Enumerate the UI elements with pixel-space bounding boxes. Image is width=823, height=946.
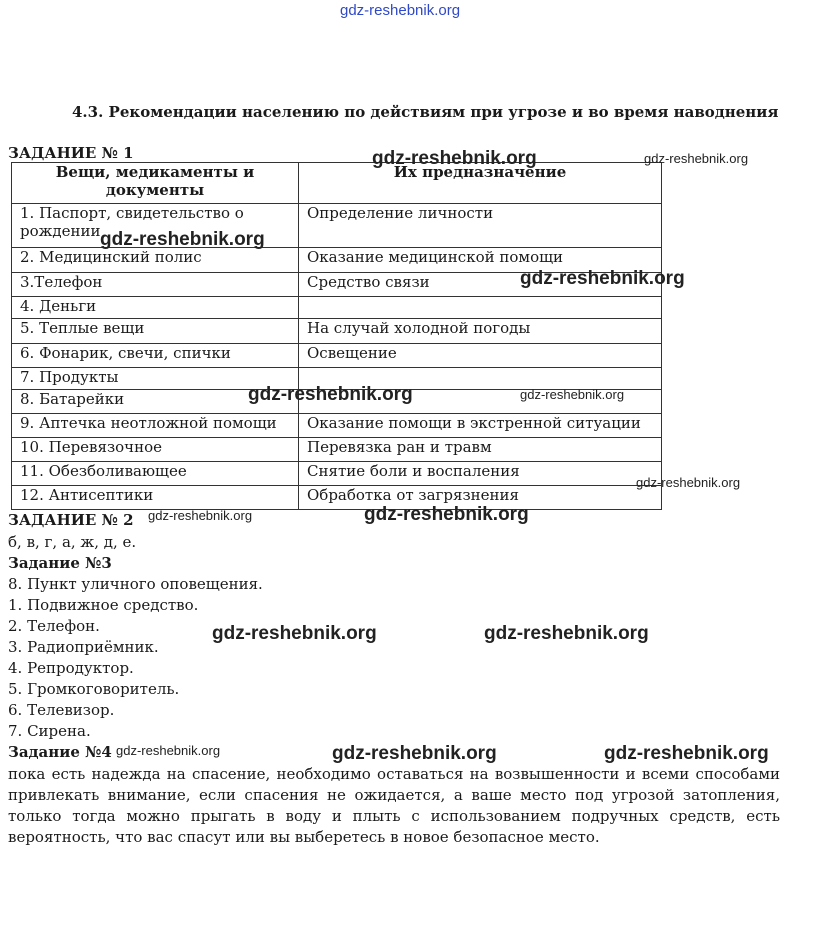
table-row — [12, 438, 662, 462]
watermark: gdz-reshebnik.org — [636, 475, 741, 490]
item-cell: 4. Деньги — [12, 297, 299, 319]
watermark: gdz-reshebnik.org — [520, 268, 685, 289]
item-cell: 12. Антисептики — [12, 486, 299, 510]
purpose-cell: Средство связи — [299, 273, 662, 297]
column-header-purpose: Их предназначение — [299, 163, 662, 204]
watermark: gdz-reshebnik.org — [604, 743, 769, 764]
item-cell: 11. Обезболивающее — [12, 462, 299, 486]
item-cell: 7. Продукты — [12, 368, 299, 390]
purpose-cell: Определение личности — [299, 204, 662, 248]
list-item: 8. Пункт уличного оповещения. — [8, 575, 263, 593]
table-row — [12, 486, 662, 510]
task4-answer: пока есть надежда на спасение, необходимо оставаться на возвышенности и всеми способами привлекать внимание, если спасения не ожидается, а ваше место под угрозой затопления, только тогда можно прыгать в воду и плыть с использованием подручных средств, есть вероятность, что вас спасут или вы выберетесь в новое безопасное место. — [8, 765, 780, 846]
table-row — [12, 462, 662, 486]
purpose-cell — [299, 297, 662, 319]
watermark: gdz-reshebnik.org — [520, 387, 625, 402]
list-item: 1. Подвижное средство. — [8, 596, 199, 614]
item-cell: 5. Теплые вещи — [12, 319, 299, 344]
purpose-cell: Снятие боли и воспаления — [299, 462, 662, 486]
list-item: 4. Репродуктор. — [8, 659, 134, 677]
item-cell: 2. Медицинский полис — [12, 248, 299, 273]
items-table — [11, 162, 662, 510]
item-cell: 1. Паспорт, свидетельство о рождении — [12, 204, 299, 248]
watermark: gdz-reshebnik.org — [332, 743, 497, 764]
list-item: 2. Телефон. — [8, 617, 100, 635]
watermark: gdz-reshebnik.org — [372, 148, 537, 169]
list-item: 6. Телевизор. — [8, 701, 115, 719]
list-item: 5. Громкоговоритель. — [8, 680, 180, 698]
watermark: gdz-reshebnik.org — [212, 623, 377, 644]
task3-header: Задание №3 — [8, 554, 112, 572]
purpose-cell: На случай холодной погоды — [299, 319, 662, 344]
watermark: gdz-reshebnik.org — [484, 623, 649, 644]
purpose-cell: Перевязка ран и травм — [299, 438, 662, 462]
purpose-cell: Оказание медицинской помощи — [299, 248, 662, 273]
purpose-cell: Обработка от загрязнения — [299, 486, 662, 510]
section-title: 4.3. Рекомендации населению по действиям при угрозе и во время наводнения — [72, 103, 779, 121]
item-cell: 9. Аптечка неотложной помощи — [12, 414, 299, 438]
item-cell: 8. Батарейки — [12, 390, 299, 414]
table-header-row — [12, 163, 662, 204]
item-cell: 6. Фонарик, свечи, спички — [12, 344, 299, 368]
purpose-cell: Оказание помощи в экстренной ситуации — [299, 414, 662, 438]
task2-header: ЗАДАНИЕ № 2 — [8, 511, 134, 529]
list-item: 7. Сирена. — [8, 722, 91, 740]
watermark: gdz-reshebnik.org — [248, 384, 413, 405]
watermark-top: gdz-reshebnik.org — [340, 2, 461, 19]
task1-header: ЗАДАНИЕ № 1 — [8, 144, 134, 162]
purpose-cell: Освещение — [299, 344, 662, 368]
list-item: 3. Радиоприёмник. — [8, 638, 159, 656]
table-row — [12, 319, 662, 344]
table-row — [12, 414, 662, 438]
watermark: gdz-reshebnik.org — [100, 229, 265, 250]
column-header-items: Вещи, медикаменты и документы — [12, 163, 299, 204]
watermark: gdz-reshebnik.org — [148, 508, 253, 523]
task2-answer: б, в, г, а, ж, д, е. — [8, 533, 137, 551]
table-row — [12, 297, 662, 319]
watermark: gdz-reshebnik.org — [644, 151, 749, 166]
task4-header: Задание №4 — [8, 743, 112, 761]
table-row — [12, 344, 662, 368]
watermark: gdz-reshebnik.org — [364, 504, 529, 525]
item-cell: 3.Телефон — [12, 273, 299, 297]
item-cell: 10. Перевязочное — [12, 438, 299, 462]
watermark: gdz-reshebnik.org — [116, 743, 221, 758]
